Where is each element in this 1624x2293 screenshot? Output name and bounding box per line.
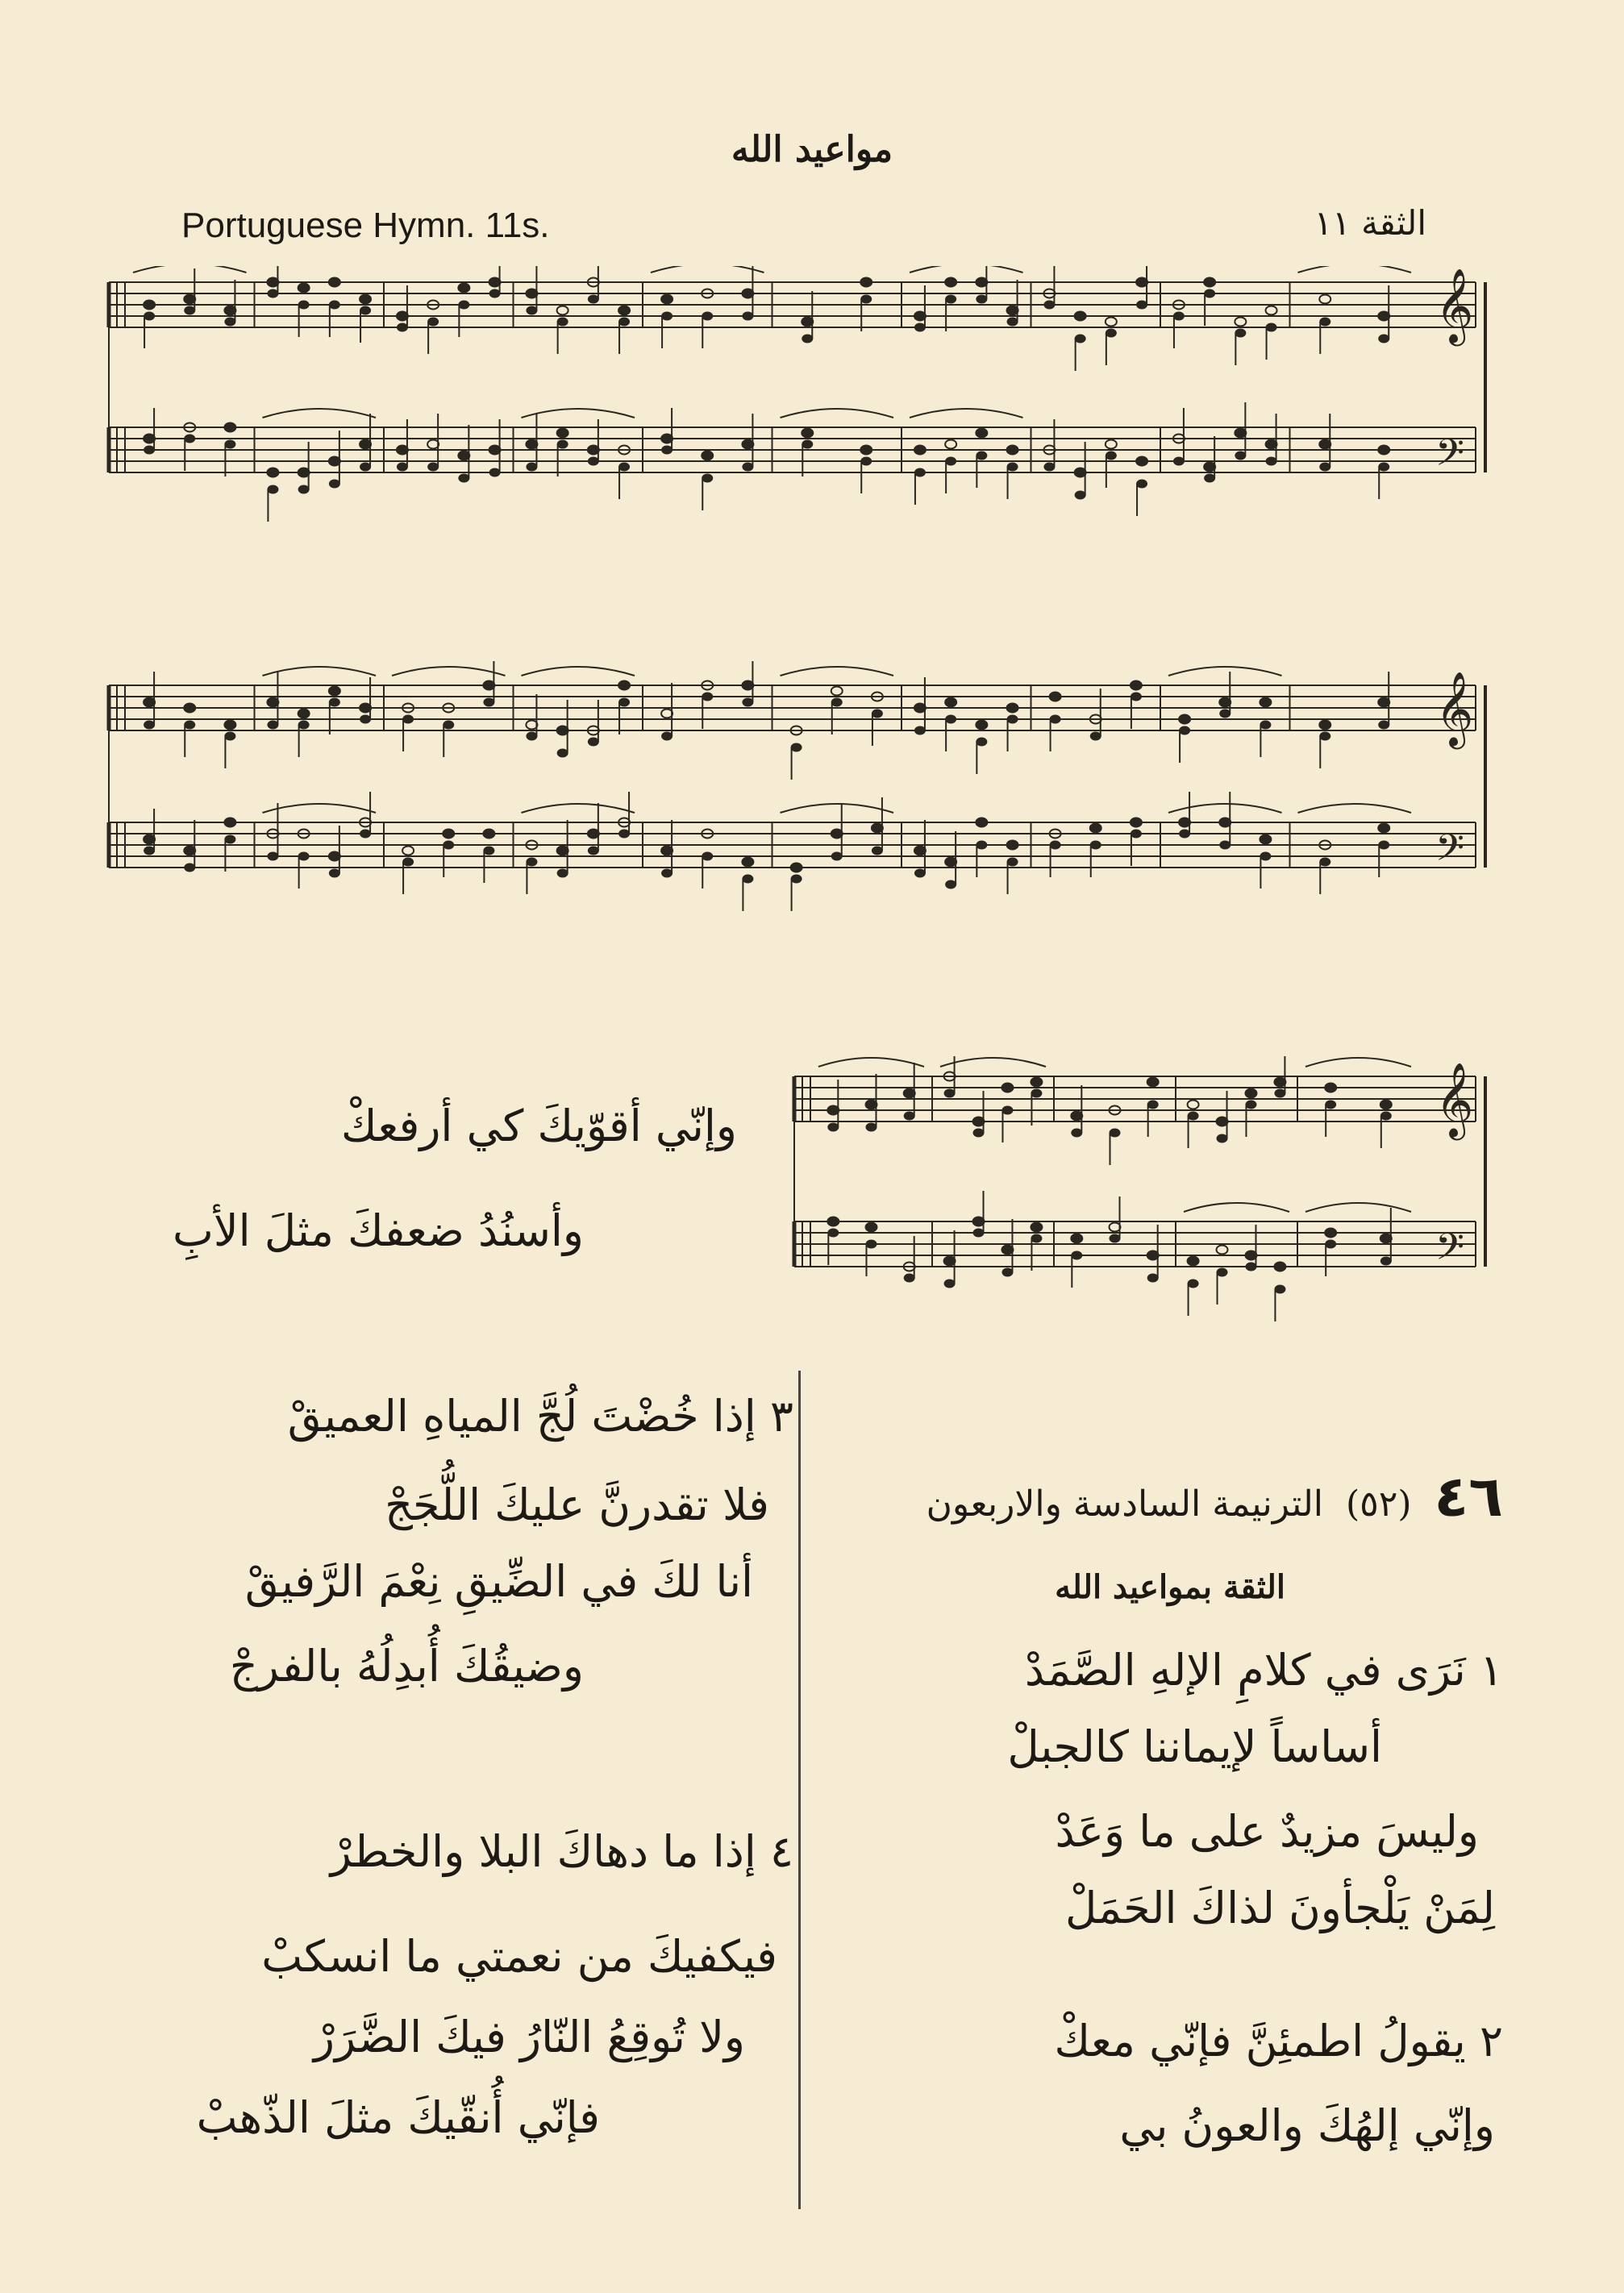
lyric-line: أساساً لإيماننا كالجبلْ xyxy=(1007,1721,1382,1772)
lyric-line: ١ نَرَى في كلامِ الإلهِ الصَّمَدْ xyxy=(1024,1645,1503,1696)
lyric-line: وإنّي إلهُكَ والعونُ بي xyxy=(1119,2100,1495,2151)
lyric-line: فإنّي أُنقّيكَ مثلَ الذّهبْ xyxy=(196,2092,600,2143)
lyric-line: ولا تُوقِعُ النّارُ فيكَ الضَّرَرْ xyxy=(313,2012,745,2062)
lyric-line: ٤ إذا ما دهاكَ البلا والخطرْ xyxy=(330,1826,793,1877)
meter-label: الثقة ١١ xyxy=(1314,203,1426,243)
hymn-alt-number: (٥٢) xyxy=(1345,1484,1412,1525)
svg-text:𝄞: 𝄞 xyxy=(1435,268,1474,343)
lyric-line: ٢ يقولُ اطمئِنَّ فإنّي معكْ xyxy=(1054,2016,1503,2066)
svg-text:𝄢: 𝄢 xyxy=(1435,826,1465,879)
page-title: مواعيد الله xyxy=(731,129,893,170)
lyric-line: وإنّي أقوّيكَ كي أرفعكْ xyxy=(340,1101,737,1151)
lyric-line: وليسَ مزيدٌ على ما وَعَدْ xyxy=(1055,1806,1479,1857)
lyric-line: فلا تقدرنَّ عليكَ اللُّجَجْ xyxy=(385,1479,769,1530)
hymn-subtitle: الثقة بمواعيد الله xyxy=(1055,1568,1285,1606)
lyric-line: لِمَنْ يَلْجأونَ لذاكَ الحَمَلْ xyxy=(1065,1883,1495,1933)
svg-text:𝄢: 𝄢 xyxy=(1435,431,1465,484)
lyric-line: وأسنُدُ ضعفكَ مثلَ الأبِ xyxy=(173,1205,584,1256)
lyric-line: ٣ إذا خُضْتَ لُجَّ المياهِ العميقْ xyxy=(287,1391,793,1442)
svg-text:𝄞: 𝄞 xyxy=(1435,1062,1474,1137)
tune-name: Portuguese Hymn. 11s. xyxy=(181,206,550,245)
svg-text:𝄢: 𝄢 xyxy=(1435,1226,1465,1278)
lyric-line: أنا لكَ في الضِّيقِ نِعْمَ الرَّفيقْ xyxy=(244,1556,753,1607)
hymn-number: ٤٦ xyxy=(1434,1463,1503,1529)
lyric-line: وضيقُكَ أُبدِلُهُ بالفرجْ xyxy=(229,1641,584,1692)
lyric-line: فيكفيكَ من نعمتي ما انسكبْ xyxy=(261,1931,777,1982)
svg-text:𝄞: 𝄞 xyxy=(1435,671,1474,746)
hymn-heading-text: الترنيمة السادسة والاربعون xyxy=(926,1484,1323,1525)
